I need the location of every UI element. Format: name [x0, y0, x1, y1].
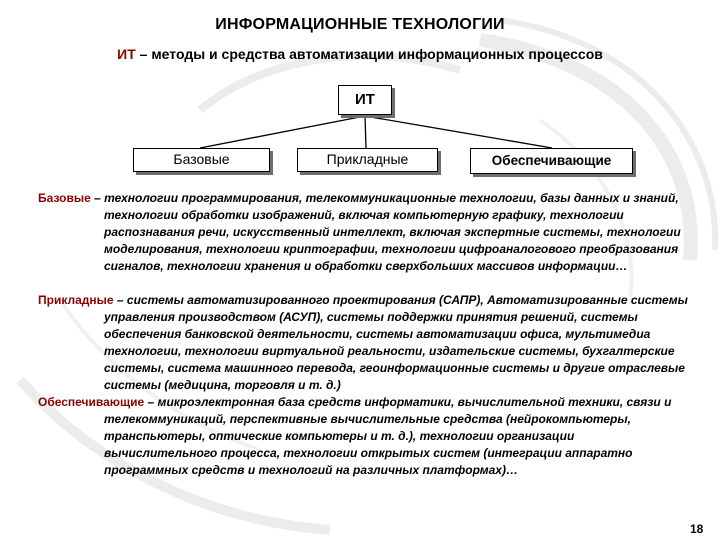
tree-child-support: Обеспечивающие — [470, 148, 633, 174]
description-text — [38, 190, 690, 479]
page-title: ИНФОРМАЦИОННЫЕ ТЕХНОЛОГИИ — [215, 16, 505, 33]
text-support: – микроэлектронная база средств информатики, вычислительной техники, связи и телекоммуникаций, перспективные вычислительные средства (нейрокомпьютеры, транспьютеры, оптические компьютеры и т. д.), технологии организации вычислительного процесса, технологии открытых систем (интеграции аппаратно программных средств и технологий на различных платформах)… — [104, 395, 672, 477]
text-base: – технологии программирования, телекоммуникационные технологии, базы данных и знаний, технологии обработки изображений, включая компьютерную графику, технологии распознавания речи, искусственный интеллект, включая экспертные системы, технологии моделирования, технологии криптографии, технологии цифроаналогового преобразования сигналов, технологии хранения и обработки сверхбольших массивов информации… — [90, 191, 681, 273]
term-base: Базовые — [38, 191, 91, 205]
connector-right — [365, 116, 552, 148]
tree-child-base: Базовые — [133, 148, 270, 172]
term-applied: Прикладные — [38, 293, 114, 307]
subtitle-text: – методы и средства автоматизации информационных процессов — [135, 46, 603, 62]
term-support: Обеспечивающие — [38, 395, 145, 409]
connector-center — [365, 116, 366, 148]
connector-left — [200, 116, 365, 148]
tree-root-box: ИТ — [338, 85, 392, 115]
paragraph-support — [38, 394, 690, 479]
text-applied: – системы автоматизированного проектирования (САПР), Автоматизированные системы управления производством (АСУП), системы поддержки принятия решений, системы обеспечения банковской деятельности, системы автоматизации офиса, мультимедиа технологии, технологии виртуальной реальности, издательские системы, бухгалтерские системы, система машинного перевода, геоинформационные системы и другие отраслевые системы (медицина, торговля и т. д.) — [104, 293, 688, 392]
tree-child-applied: Прикладные — [297, 148, 438, 172]
paragraph-base — [38, 190, 690, 275]
page-number: 18 — [690, 522, 704, 536]
subtitle-lead: ИТ — [117, 46, 136, 62]
paragraph-applied — [38, 292, 690, 394]
